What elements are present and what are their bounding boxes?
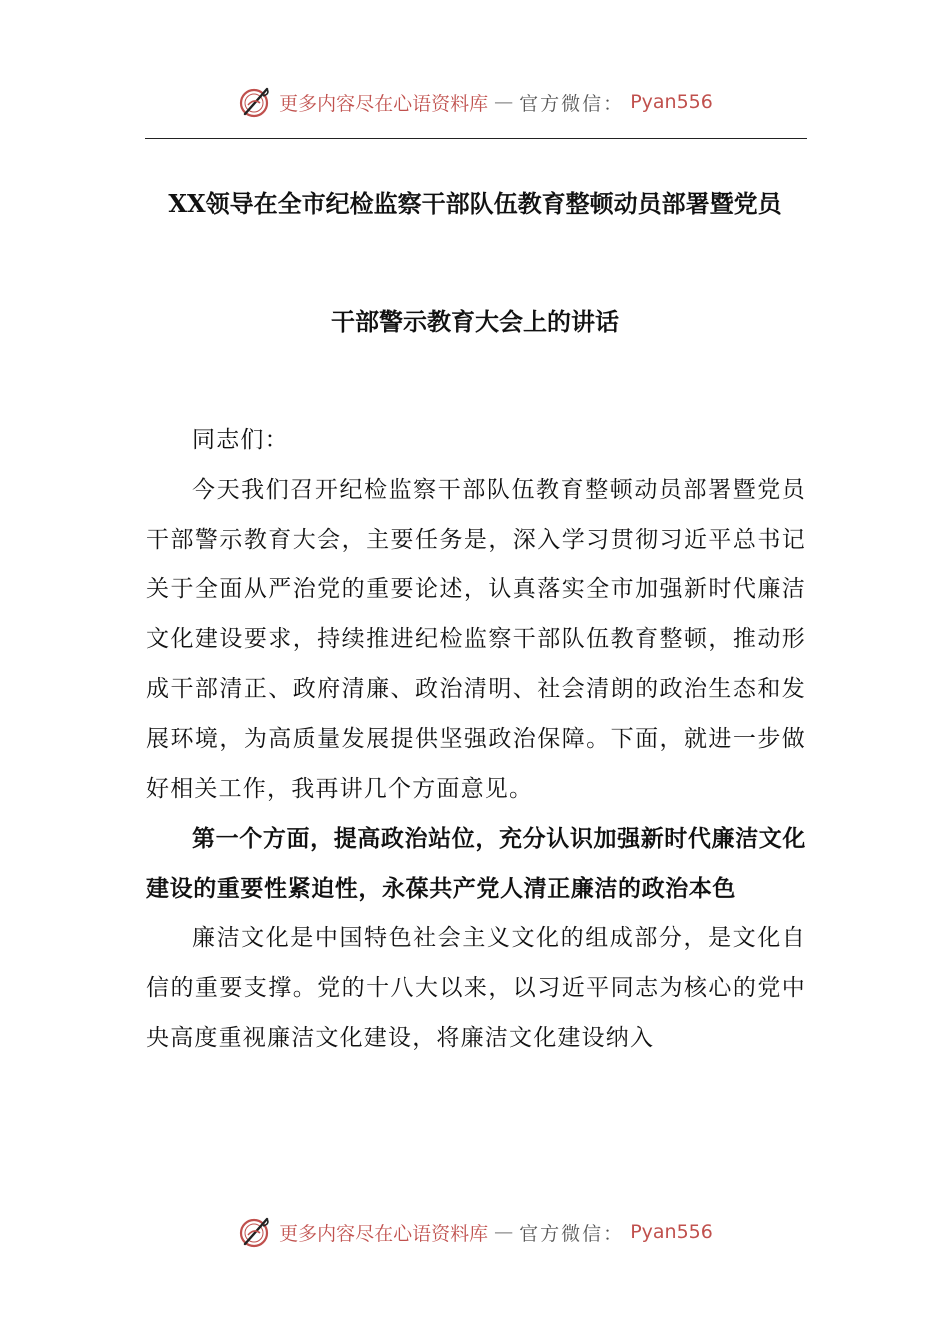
watermark-dash: — [494,91,514,113]
header-watermark [0,82,950,122]
watermark-wechat-label: 官方微信： [519,1222,625,1245]
document-body [146,416,806,1063]
quill-seal-logo-icon [237,1214,273,1250]
watermark-wechat-id: Pyan556 [630,91,713,113]
section-heading-1: 第一个方面，提高政治站位，充分认识加强新时代廉洁文化建设的重要性紧迫性，永葆共产党人清正廉洁的政治本色 [146,825,806,903]
paragraph-opening: 今天我们召开纪检监察干部队伍教育整顿动员部署暨党员干部警示教育大会，主要任务是，深入学习贯彻习近平总书记关于全面从严治党的重要论述，认真落实全市加强新时代廉洁文化建设要求，持续推进纪检监察干部队伍教育整顿，推动形成干部清正、政府清廉、政治清明、社会清朗的政治生态和发展环境，为高质量发展提供坚强政治保障。下面，就进一步做好相关工作，我再讲几个方面意见。 [146,476,806,802]
document-title-line-1: XX领导在全市纪检监察干部队伍教育整顿动员部署暨党员 [168,189,782,218]
watermark-main-text: 更多内容尽在心语资料库 [279,92,489,115]
header-divider [145,138,807,139]
watermark-main-text: 更多内容尽在心语资料库 [279,1222,489,1245]
watermark-dash: — [494,1221,514,1243]
document-title-line-2: 干部警示教育大会上的讲话 [331,307,619,336]
salutation: 同志们： [192,427,289,453]
watermark-wechat-label: 官方微信： [519,92,625,115]
watermark-wechat-id: Pyan556 [630,1221,713,1243]
paragraph-section-1: 廉洁文化是中国特色社会主义文化的组成部分，是文化自信的重要支撑。党的十八大以来，以习近平同志为核心的党中央高度重视廉洁文化建设，将廉洁文化建设纳入 [146,924,806,1051]
quill-seal-logo-icon [237,84,273,120]
footer-watermark [0,1212,950,1252]
